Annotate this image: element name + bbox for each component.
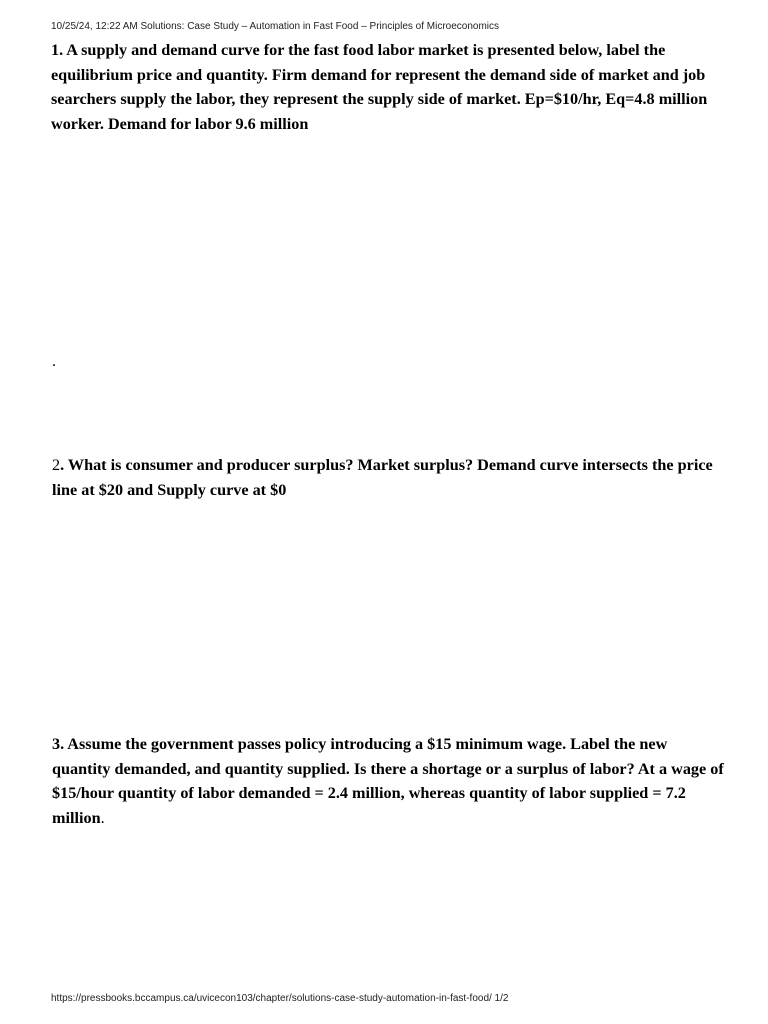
question-2-number: 2 <box>52 456 61 474</box>
question-2-text: . What is consumer and producer surplus? Market surplus? Demand curve intersects the price line at $20 and Supply curve at $0 <box>52 456 713 499</box>
print-footer: https://pressbooks.bccampus.ca/uvicecon103/chapter/solutions-case-study-automation-in-fast-food/ 1/2 <box>51 993 509 1004</box>
question-3-number: 3 <box>52 735 61 753</box>
question-3-trailing-period: . <box>100 809 105 828</box>
question-1-text: . A supply and demand curve for the fast food labor market is presented below, label the equilibrium price and quantity. Firm demand for represent the demand side of market and job searchers supply the labor, they represent the supply side of market. Ep=$10/hr, Eq=4.8 million worker. Demand for labor 9.6 million <box>51 41 708 134</box>
question-3 <box>52 732 728 831</box>
question-1 <box>51 38 727 137</box>
question-1-number: 1 <box>51 41 60 59</box>
question-2 <box>52 453 728 502</box>
print-header: 10/25/24, 12:22 AM Solutions: Case Study – Automation in Fast Food – Principles of Microeconomics <box>51 21 500 32</box>
stray-period: . <box>52 353 56 370</box>
question-3-text: . Assume the government passes policy introducing a $15 minimum wage. Label the new quantity demanded, and quantity supplied. Is there a shortage or a surplus of labor? At a wage of $15/hour quantity of labor demanded = 2.4 million, whereas quantity of labor supplied = 7.2 million <box>52 735 724 828</box>
